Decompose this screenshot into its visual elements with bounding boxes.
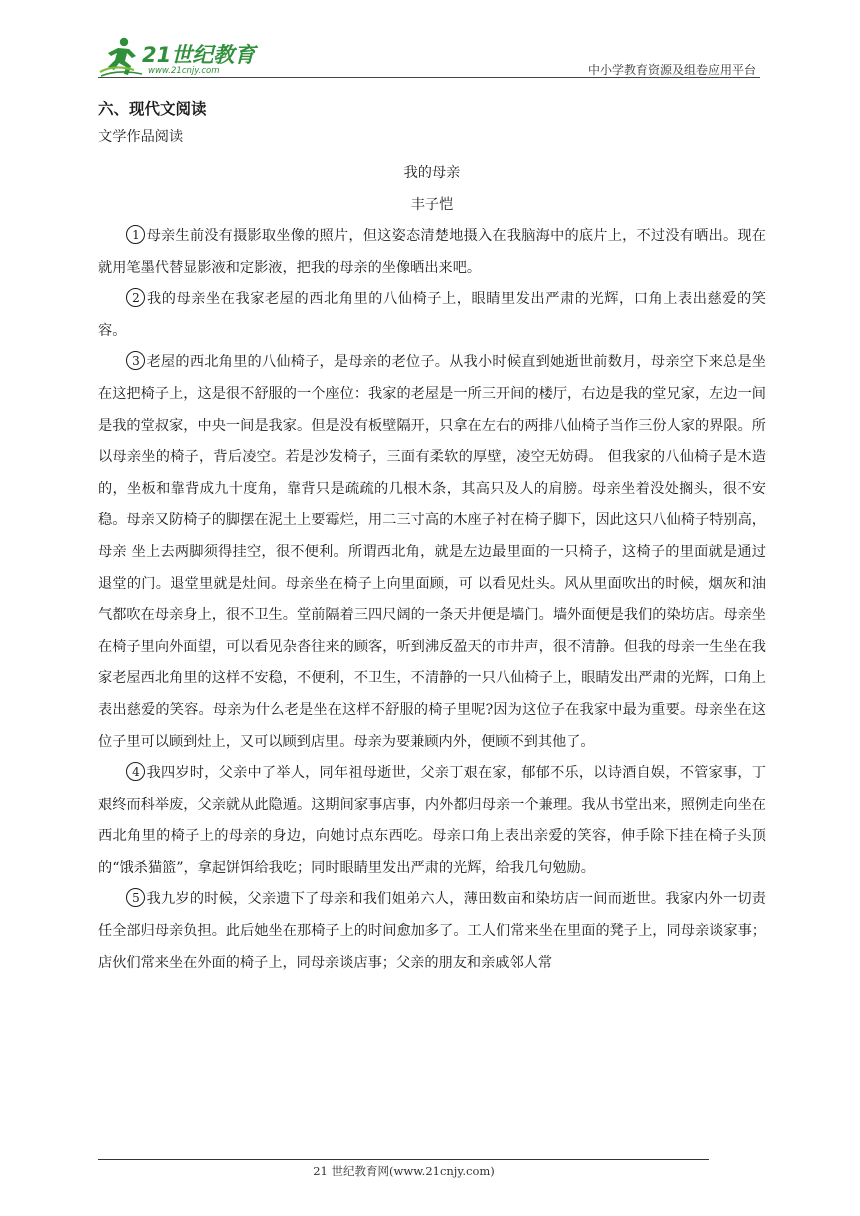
section-title: 六、现代文阅读 [98, 100, 207, 118]
site-logo[interactable] [98, 36, 268, 78]
paragraph-number-2: 2 [126, 288, 145, 307]
logo-text: 21世纪教育 [142, 43, 256, 67]
paragraph-5 [98, 884, 766, 979]
page-footer: 21 世纪教育网(www.21cnjy.com) [313, 1164, 495, 1178]
paragraph-text: 我九岁的时候，父亲遗下了母亲和我们姐弟六人，薄田数亩和染坊店一间而逝世。我家内外一切责任全部归母亲负担。此后她坐在那椅子上的时间愈加多了。工人们常来坐在里面的凳子上，同母亲谈家事；店伙们常来坐在外面的椅子上，同母亲谈店事；父亲的朋友和亲戚邻人常 [98, 891, 766, 971]
header-tagline: 中小学教育资源及组卷应用平台 [587, 63, 756, 77]
runner-logo-icon [98, 36, 146, 78]
paragraph-text: 母亲生前没有摄影取坐像的照片，但这姿态清楚地摄入在我脑海中的底片上，不过没有晒出。现在就用笔墨代替显影液和定影液，把我的母亲的坐像晒出来吧。 [98, 228, 766, 276]
paragraph-1 [98, 221, 766, 284]
page-header [98, 34, 760, 80]
footer-divider [98, 1159, 709, 1160]
logo-url: www.21cnjy.com [148, 66, 220, 76]
paragraph-text: 老屋的西北角里的八仙椅子，是母亲的老位子。从我小时候直到她逝世前数月，母亲空下来总是坐在这把椅子上，这是很不舒服的一个座位：我家的老屋是一所三开间的楼厅，右边是我的堂兄家，左边一间是我的堂叔家，中央一间是我家。但是没有板壁隔开，只拿在左右的两排八仙椅子当作三份人家的界限。所以母亲坐的椅子，背后凌空。若是沙发椅子，三面有柔软的厚壁，凌空无妨碍。 但我家的八仙椅子是木造的，坐板和靠背成九十度角，靠背只是疏疏的几根木条，其高只及人的肩膀。母亲坐着没处搁头，很不安稳。母亲又防椅子的脚摆在泥土上要霉烂，用二三寸高的木座子衬在椅子脚下，因此这只八仙椅子特别高，母亲 坐上去两脚须得挂空，很不便利。所谓西北角，就是左边最里面的一只椅子，这椅子的里面就是通过退堂的门。退堂里就是灶间。母亲坐在椅子上向里面顾，可 以看见灶头。风从里面吹出的时候，烟灰和油气都吹在母亲身上，很不卫生。堂前隔着三四尺阔的一条天井便是墙门。墙外面便是我们的染坊店。母亲坐在椅子里向外面望，可以看见杂沓往来的顾客，听到沸反盈天的市井声，很不清静。但我的母亲一生坐在我家老屋西北角里的这样不安稳，不便利，不卫生，不清静的一只八仙椅子上，眼睛发出严肃的光辉，口角上表出慈爱的笑容。母亲为什么老是坐在这样不舒服的椅子里呢?因为这位子在我家中最为重要。母亲坐在这位子里可以顾到灶上，又可以顾到店里。母亲为要兼顾内外，便顾不到其他了。 [98, 354, 766, 750]
header-divider [98, 77, 760, 78]
paragraph-text: 我的母亲坐在我家老屋的西北角里的八仙椅子上，眼睛里发出严肃的光辉，口角上表出慈爱的笑容。 [98, 291, 766, 339]
paragraph-3 [98, 347, 766, 758]
article-author: 丰子恺 [410, 197, 454, 213]
paragraph-number-4: 4 [126, 762, 145, 781]
paragraph-number-3: 3 [126, 351, 145, 370]
paragraph-4 [98, 758, 766, 884]
section-subtitle: 文学作品阅读 [98, 129, 184, 145]
article-title: 我的母亲 [403, 165, 461, 181]
paragraph-number-5: 5 [126, 888, 145, 907]
paragraph-text: 我四岁时，父亲中了举人，同年祖母逝世，父亲丁艰在家，郁郁不乐，以诗酒自娱，不管家事，丁艰终而科举废，父亲就从此隐遁。这期间家事店事，内外都归母亲一个兼理。我从书堂出来，照例走向坐在西北角里的椅子上的母亲的身边，向她讨点东西吃。母亲口角上表出亲爱的笑容，伸手除下挂在椅子头顶的“饿杀猫篮”，拿起饼饵给我吃；同时眼睛里发出严肃的光辉，给我几句勉励。 [98, 765, 766, 876]
paragraph-2 [98, 284, 766, 347]
document-body [98, 96, 766, 979]
paragraph-number-1: 1 [126, 225, 145, 244]
